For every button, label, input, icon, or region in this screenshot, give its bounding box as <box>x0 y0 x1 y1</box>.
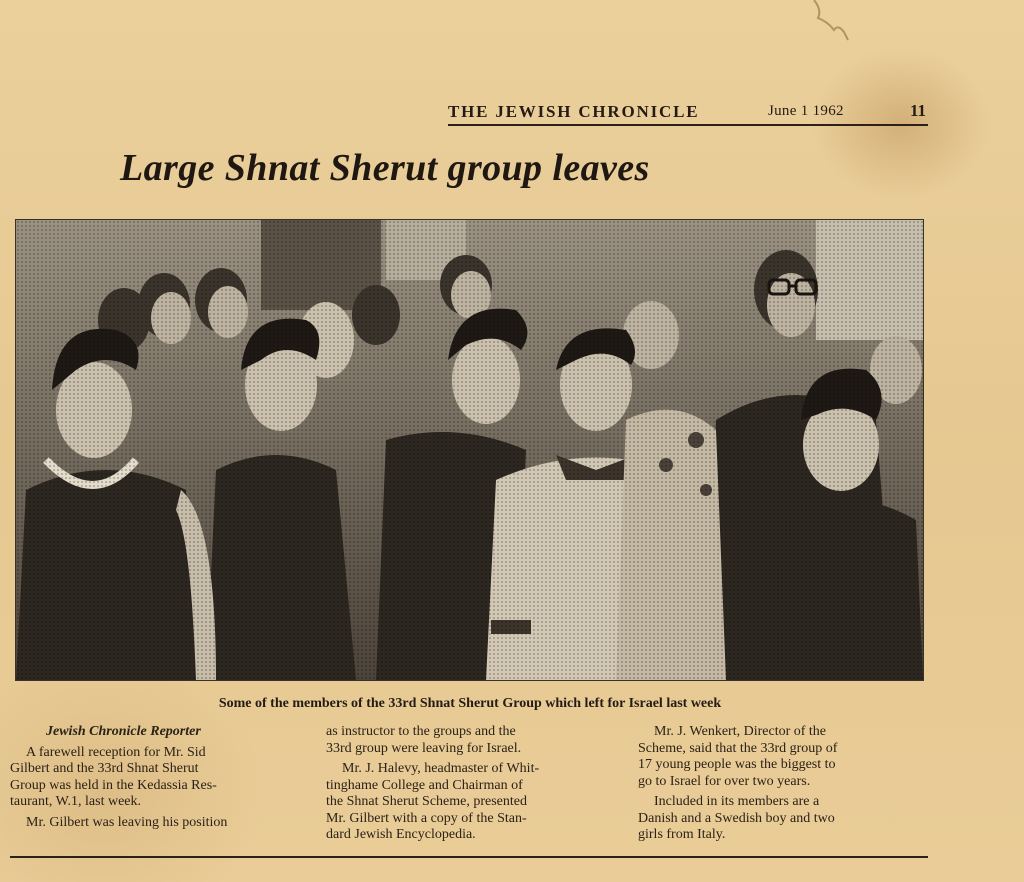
article-line: taurant, W.1, last week. <box>10 794 142 809</box>
article-line: tinghame College and Chairman of <box>326 777 523 793</box>
article-line: girls from Italy. <box>638 827 726 842</box>
masthead <box>448 100 928 126</box>
article-line: Group was held in the Kedassia Res- <box>10 777 217 793</box>
article-column-1 <box>10 724 305 831</box>
group-photo <box>15 219 924 681</box>
newspaper-name: THE JEWISH CHRONICLE <box>448 102 700 121</box>
article-line: Danish and a Swedish boy and two <box>638 810 835 826</box>
article-line: go to Israel for over two years. <box>638 773 811 789</box>
bottom-rule <box>10 856 928 858</box>
article-line: 33rd group were leaving for Israel. <box>326 740 522 756</box>
article-line: dard Jewish Encyclopedia. <box>326 827 476 842</box>
article-line: Included in its members are a <box>654 794 820 809</box>
byline: Jewish Chronicle Reporter <box>46 724 201 739</box>
photo-caption: Some of the members of the 33rd Shnat Sherut Group which left for Israel last week <box>218 696 722 711</box>
article-line: Mr. Gilbert with a copy of the Stan- <box>326 810 527 826</box>
page-number: 11 <box>910 101 927 120</box>
article-column-3 <box>638 724 928 844</box>
article-line: Mr. J. Halevy, headmaster of Whit- <box>342 761 540 776</box>
headline: Large Shnat Sherut group leaves <box>120 147 650 189</box>
article-line: Mr. Gilbert was leaving his position <box>26 814 228 830</box>
article-line: as instructor to the groups and the <box>326 724 516 739</box>
article-line: the Shnat Sherut Scheme, presented <box>326 794 528 809</box>
article-column-2 <box>326 724 616 844</box>
article-line: A farewell reception for Mr. Sid <box>26 744 206 760</box>
paper-tear-mark <box>804 0 864 50</box>
article-line: Scheme, said that the 33rd group of <box>638 740 838 756</box>
article-line: Mr. J. Wenkert, Director of the <box>654 724 827 739</box>
article-line: Gilbert and the 33rd Shnat Sherut <box>10 761 199 776</box>
group-photo-illustration <box>16 220 923 680</box>
issue-date: June 1 1962 <box>768 103 844 119</box>
article-line: 17 young people was the biggest to <box>638 757 836 772</box>
